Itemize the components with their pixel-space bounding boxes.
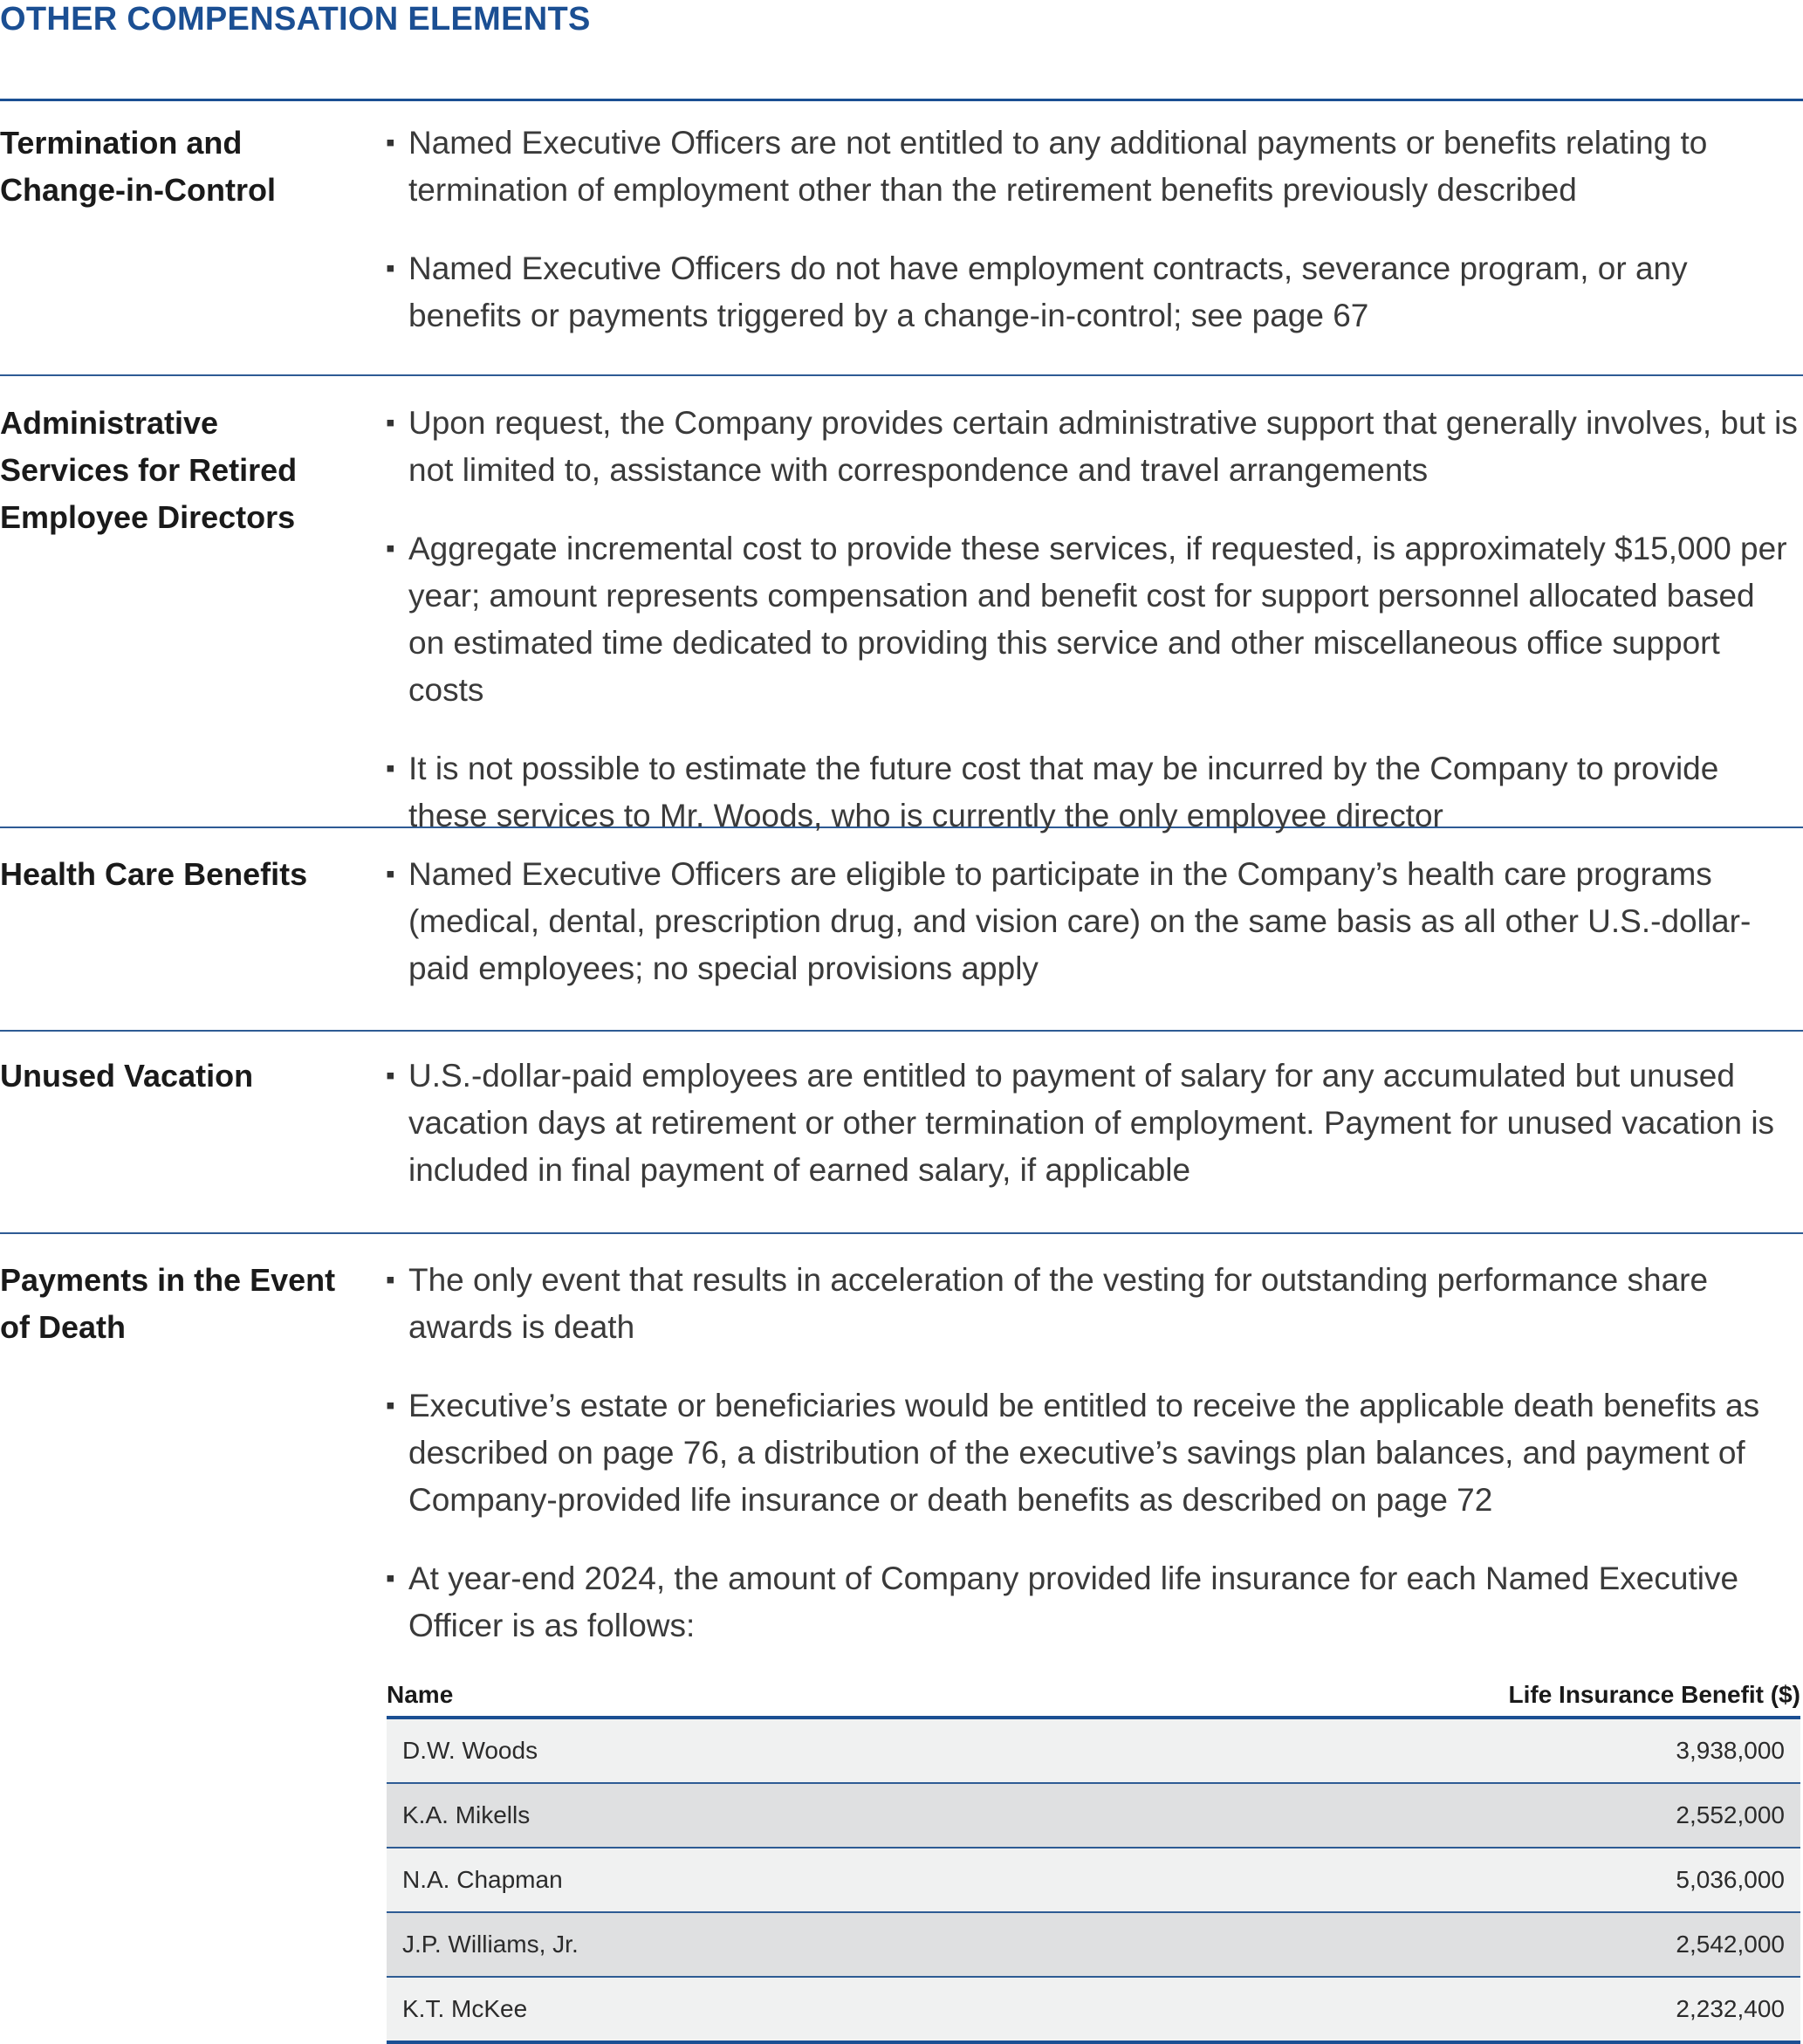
bullet-text: Named Executive Officers do not have employment contracts, severance program, or any benefits or payments triggered by a change-in-control; see page 67 [408, 250, 1688, 333]
section-label-unused-vacation: Unused Vacation [0, 1058, 254, 1094]
bullet-icon: ▪ [386, 1061, 395, 1090]
bullet-icon: ▪ [386, 254, 395, 283]
cell-benefit: 2,232,400 [1676, 1995, 1785, 2022]
bullet-text: U.S.-dollar-paid employees are entitled to payment of salary for any accumulated but unused vacation days at retirement or other termination of employment. Payment for unused vacation is included in final payment of earned salary, if applicable [408, 1058, 1775, 1188]
section-label-termination: Termination and Change-in-Control [0, 125, 276, 208]
cell-name: J.P. Williams, Jr. [402, 1931, 579, 1958]
cell-benefit: 2,552,000 [1676, 1801, 1785, 1828]
bullet-icon: ▪ [386, 1391, 395, 1420]
bullet-icon: ▪ [386, 1564, 395, 1593]
section-divider [0, 1232, 1803, 1234]
table-row [387, 1719, 1800, 1784]
bullet-text: It is not possible to estimate the future cost that may be incurred by the Company to provide these services to Mr. Woods, who is currently the only employee director [408, 751, 1719, 833]
cell-name: N.A. Chapman [402, 1866, 563, 1893]
cell-name: D.W. Woods [402, 1737, 538, 1764]
section-divider [0, 374, 1803, 376]
section-label-health-care: Health Care Benefits [0, 856, 308, 892]
bullet-icon: ▪ [386, 754, 395, 783]
bullet-list-death-payments [384, 1257, 1798, 1650]
cell-benefit: 5,036,000 [1676, 1866, 1785, 1893]
section-divider [0, 1030, 1803, 1032]
bullet-text: Named Executive Officers are not entitled to any additional payments or benefits relating to termination of employment other than the retirement benefits previously described [408, 125, 1708, 208]
column-header-name: Name [387, 1681, 454, 1708]
cell-name: K.A. Mikells [402, 1801, 531, 1828]
table-row [387, 1978, 1800, 2044]
list-item [384, 851, 1798, 992]
table-row [387, 1849, 1800, 1913]
list-item [384, 745, 1798, 840]
bullet-text: Executive’s estate or beneficiaries would be entitled to receive the applicable death benefits as described on page 76, a distribution of the executive’s savings plan balances, and payment of Company-provided life insurance or death benefits as described on page 72 [408, 1388, 1760, 1518]
bullet-text: Aggregate incremental cost to provide these services, if requested, is approximately $15,000 per year; amount represents compensation and benefit cost for support personnel allocated based on estimated time dedicated to providing this service and other miscellaneous office support costs [408, 531, 1787, 708]
section-label-death-payments: Payments in the Event of Death [0, 1262, 336, 1345]
page-title: OTHER COMPENSATION ELEMENTS [0, 1, 591, 38]
bullet-list-health-care [384, 851, 1798, 992]
cell-name: K.T. McKee [402, 1995, 528, 2022]
list-item [384, 245, 1798, 340]
bullet-icon: ▪ [386, 534, 395, 563]
column-header-benefit: Life Insurance Benefit ($) [1508, 1681, 1800, 1708]
bullet-text: At year-end 2024, the amount of Company provided life insurance for each Named Executive Officer is as follows: [408, 1560, 1739, 1643]
bullet-icon: ▪ [386, 408, 395, 437]
bullet-text: Named Executive Officers are eligible to participate in the Company’s health care programs (medical, dental, prescription drug, and vision care) on the same basis as all other U.S.-dollar-paid employees; no special provisions apply [408, 856, 1752, 986]
list-item [384, 120, 1798, 214]
bullet-list-unused-vacation [384, 1053, 1798, 1194]
list-item [384, 1053, 1798, 1194]
life-insurance-table [387, 1676, 1800, 2044]
cell-benefit: 2,542,000 [1676, 1931, 1785, 1958]
table-row [387, 1913, 1800, 1978]
list-item [384, 525, 1798, 714]
bullet-icon: ▪ [386, 860, 395, 888]
list-item [384, 1555, 1798, 1650]
bullet-text: The only event that results in acceleration of the vesting for outstanding performance share awards is death [408, 1262, 1709, 1345]
table-header [387, 1676, 1800, 1716]
bullet-text: Upon request, the Company provides certain administrative support that generally involves, but is not limited to, assistance with correspondence and travel arrangements [408, 405, 1798, 488]
bullet-icon: ▪ [386, 1265, 395, 1294]
cell-benefit: 3,938,000 [1676, 1737, 1785, 1764]
title-rule [0, 99, 1803, 101]
bullet-list-termination [384, 120, 1798, 340]
bullet-list-administrative-services [384, 400, 1798, 840]
list-item [384, 400, 1798, 494]
list-item [384, 1382, 1798, 1524]
section-label-administrative-services: Administrative Services for Retired Employee Directors [0, 405, 298, 535]
table-row [387, 1784, 1800, 1849]
bullet-icon: ▪ [386, 128, 395, 157]
list-item [384, 1257, 1798, 1351]
